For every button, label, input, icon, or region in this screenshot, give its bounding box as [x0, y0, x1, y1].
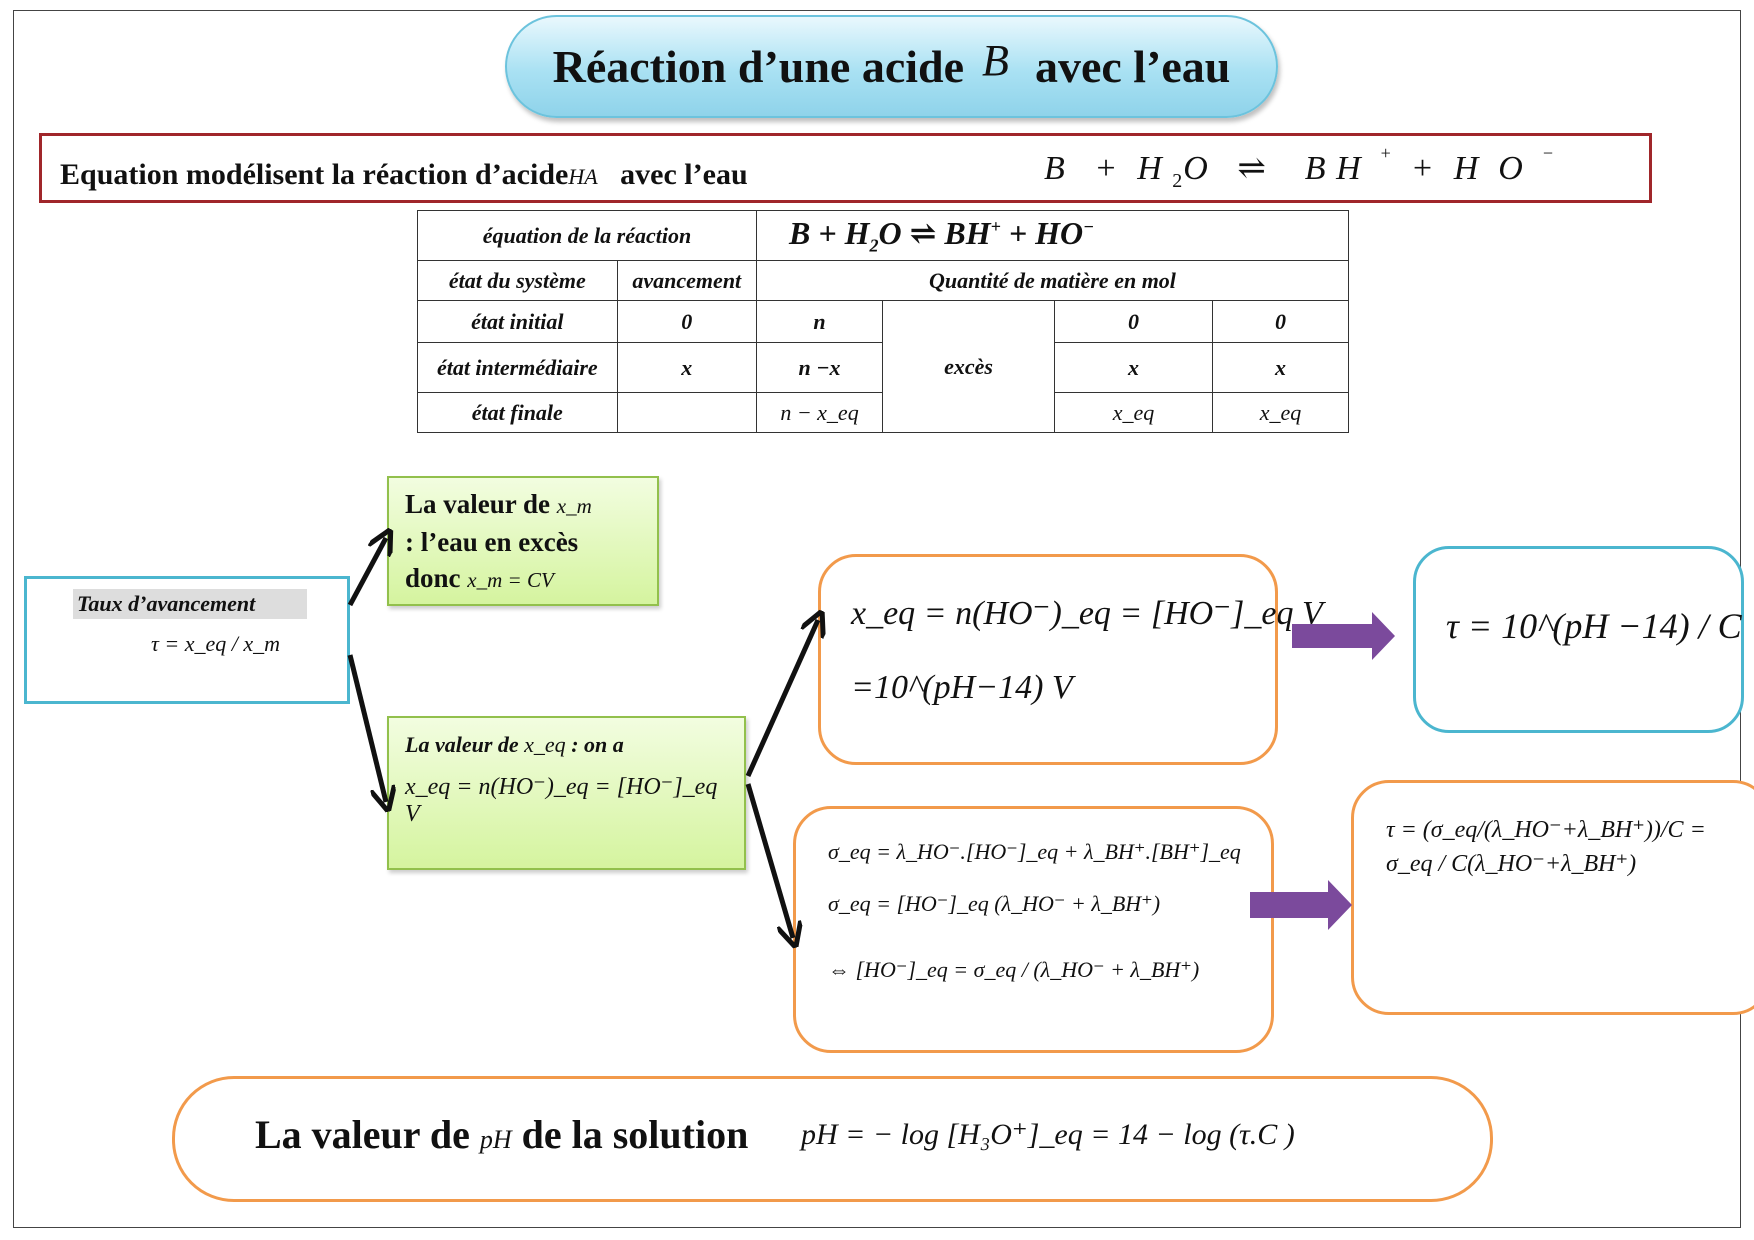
purple-arrow-1	[1292, 612, 1395, 660]
title-variable: B	[982, 36, 1009, 85]
table-cell: x_eq	[1213, 393, 1349, 433]
table-cell: n −x	[757, 343, 883, 393]
table-cell: x	[617, 343, 756, 393]
xm-var: x_m	[556, 494, 592, 518]
xm-formula: x_m = CV	[467, 568, 554, 592]
ph-label-text: La valeur de	[255, 1112, 470, 1157]
arrow-to-sigma-path	[748, 784, 793, 938]
xm-line3-text: donc	[405, 563, 461, 593]
purple-arrow-2	[1250, 880, 1352, 930]
table-cell: n − x_eq	[757, 393, 883, 433]
table-cell: x_eq	[1055, 393, 1213, 433]
table-equation-cell: $B + H_2O$ ⇌ BH+ + HO−	[757, 211, 1349, 261]
equation-label-text: Equation modélisent la réaction d’acide	[60, 158, 569, 191]
table-cell: n	[757, 301, 883, 343]
table-cell: 0	[1213, 301, 1349, 343]
table-header: avancement	[617, 261, 756, 301]
reaction-equation: B + H $_2$O ⇌ B H + + H O −	[1044, 142, 1555, 192]
table-header: état du système	[418, 261, 618, 301]
taux-header: Taux d’avancement	[73, 589, 307, 619]
ph-path-line1: x_eq = n(HO⁻)_eq = [HO⁻]_eq V	[851, 595, 1323, 632]
table-header: Quantité de matière en mol	[757, 261, 1349, 301]
sigma-line1: σ_eq = λ_HO⁻.[HO⁻]_eq + λ_BH⁺.[BH⁺]_eq	[828, 839, 1241, 864]
ph-var: pH	[479, 1125, 512, 1154]
table-cell: équation de la réaction	[418, 211, 757, 261]
arrow-to-xeq	[350, 655, 386, 802]
sigma-line3: ⇔ [HO⁻]_eq = σ_eq / (λ_HO⁻ + λ_BH⁺)	[828, 957, 1200, 982]
equation-label-suffix: avec l’eau	[620, 158, 748, 191]
table-cell: 0	[1055, 301, 1213, 343]
title-suffix: avec l’eau	[1034, 41, 1231, 92]
table-cell: x	[1213, 343, 1349, 393]
table-cell: 0	[617, 301, 756, 343]
arrow-to-ph-path	[748, 620, 818, 776]
table-cell: état finale	[418, 393, 618, 433]
xm-line2: : l’eau en excès	[405, 527, 579, 557]
table-cell: x	[1055, 343, 1213, 393]
xm-line1-text: La valeur de	[405, 489, 551, 519]
equation-label-var: HA	[568, 164, 598, 189]
title-text: Réaction d’une acide	[552, 41, 965, 92]
tau-sigma-formula: τ = (σ_eq/(λ_HO⁻+λ_BH⁺))/C = σ_eq / C(λ_HO⁻+λ_BH⁺)	[1386, 817, 1706, 877]
sigma-line2: σ_eq = [HO⁻]_eq (λ_HO⁻ + λ_BH⁺)	[828, 891, 1161, 916]
table-cell: état intermédiaire	[418, 343, 618, 393]
xeq-var: x_eq	[524, 732, 566, 757]
table-cell: excès	[883, 301, 1055, 433]
ph-formula: pH = − log [H₃O⁺]_eq = 14 − log (τ.C )	[801, 1118, 1295, 1151]
xeq-formula: x_eq = n(HO⁻)_eq = [HO⁻]_eq V	[405, 774, 718, 827]
ph-label-suffix: de la solution	[521, 1112, 749, 1157]
ph-path-line2: =10^(pH−14) V	[851, 669, 1073, 706]
xeq-line1-suffix: : on a	[571, 732, 624, 757]
table-cell: état initial	[418, 301, 618, 343]
tau-ph-formula: τ = 10^(pH −14) / C	[1446, 606, 1742, 646]
xeq-line1-text: La valeur de	[405, 732, 519, 757]
taux-formula: τ = x_eq / x_m	[151, 631, 281, 656]
arrow-to-xm	[350, 538, 386, 605]
